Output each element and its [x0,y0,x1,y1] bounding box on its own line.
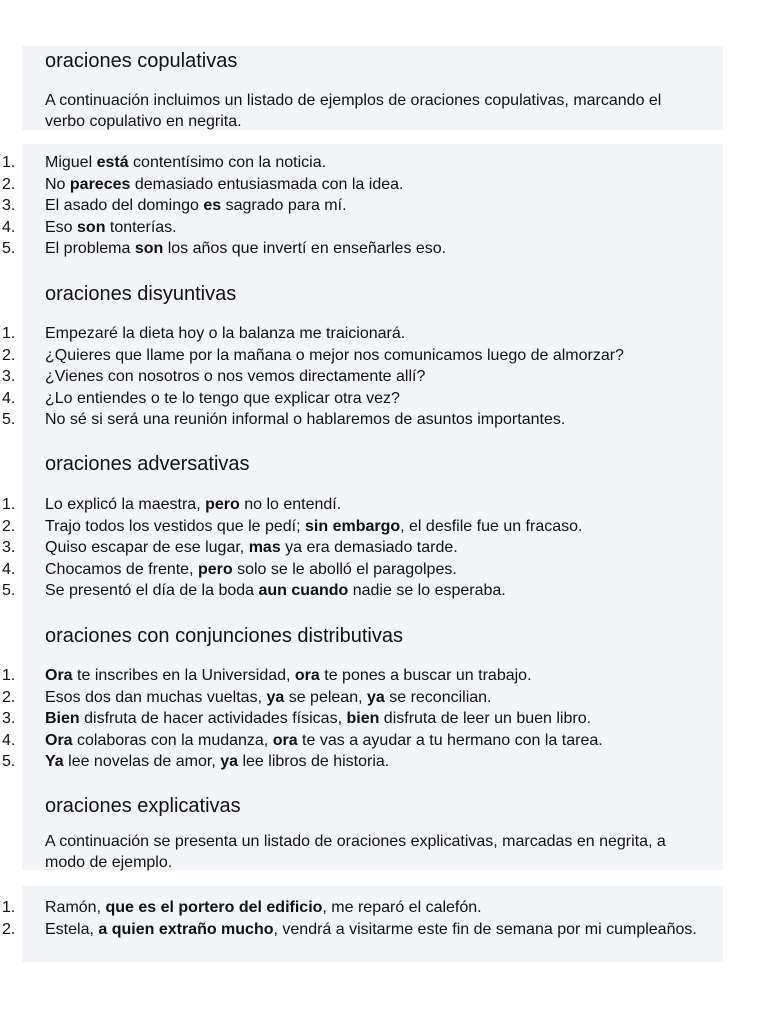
bold-text: son [77,218,106,236]
list-number: 2. [2,175,16,193]
item-text: nadie se lo esperaba. [348,582,506,599]
item-text: No sé si será una reunión informal o hablaremos de asuntos importantes. [45,411,566,428]
bold-text: Ya [45,753,64,770]
example-list [0,494,705,602]
list-number: 4. [2,389,16,407]
bold-text: está [96,154,129,171]
item-text: sagrado para mí. [221,197,347,214]
item-text: ¿Quieres que llame por la mañana o mejor nos comunicamos luego de almorzar? [45,346,624,364]
example-list [0,323,705,431]
list-number: 2. [2,346,16,364]
list-number: 2. [2,920,16,938]
item-text: solo se le abolló el paragolpes. [232,560,457,578]
list-item [0,152,705,174]
item-text: se pelean, [284,688,367,706]
list-number: 5. [2,582,16,599]
bold-text: son [134,240,164,257]
item-text: Chocamos de frente, [45,560,198,578]
example-list [0,665,705,773]
item-text: te pones a buscar un trabajo. [319,667,532,684]
list-number: 2. [2,517,16,535]
section-title: oraciones explicativas [45,795,241,817]
item-text: lee novelas de amor, [63,753,221,770]
bold-text: es [203,197,222,214]
item-text: ¿Lo entiendes o te lo tengo que explicar otra vez? [45,389,400,407]
item-text: demasiado entusiasmada con la idea. [130,175,404,193]
item-text: tonterías. [105,218,177,236]
item-text: no lo entendí. [239,496,342,513]
item-text: ¿Vienes con nosotros o nos vemos directamente allí? [45,368,426,385]
item-text: , vendrá a visitarme este fin de semana por mi cumpleaños. [273,920,697,938]
item-text: Ramón, [45,899,106,916]
section-intro: A continuación se presenta un listado de oraciones explicativas, marcadas en negrita, a modo de ejemplo. [45,833,666,871]
list-number: 1. [2,154,16,171]
list-number: 4. [2,731,16,749]
list-item [0,366,705,388]
item-text: Eso [45,218,78,236]
list-number: 2. [2,688,16,706]
list-item [0,751,705,773]
bold-text: ya [220,753,239,770]
item-text: No [45,175,70,193]
list-item [0,708,705,730]
section-intro: A continuación incluimos un listado de ejemplos de oraciones copulativas, marcando el verbo copulativo en negrita. [45,92,662,130]
bold-text: mas [248,539,281,556]
list-item [0,687,705,709]
list-item [0,559,705,581]
list-number: 3. [2,368,16,385]
example-list [0,897,705,940]
example-list [0,152,705,260]
list-item [0,217,705,239]
bold-text: ora [294,667,320,684]
gap-1 [22,130,723,144]
item-text: Empezaré la dieta hoy o la balanza me traicionará. [45,325,406,342]
bold-text: bien [346,710,380,727]
list-item [0,238,705,260]
list-number: 4. [2,218,16,236]
list-item [0,919,705,941]
bold-text: sin embargo [305,517,401,535]
bold-text: que es el portero del edificio [105,899,323,916]
list-number: 4. [2,560,16,578]
list-item [0,174,705,196]
list-item [0,345,705,367]
section-title: oraciones con conjunciones distributivas [45,625,403,647]
bold-text: ya [266,688,285,706]
list-number: 1. [2,496,16,513]
item-text: lee libros de historia. [238,753,390,770]
item-text: te vas a ayudar a tu hermano con la tarea. [297,731,603,749]
item-text: contentísimo con la noticia. [128,154,327,171]
list-number: 5. [2,411,16,428]
bold-text: Bien [45,710,80,727]
list-item [0,494,705,516]
item-text: te inscribes en la Universidad, [72,667,295,684]
item-text: Estela, [45,920,99,938]
item-text: Esos dos dan muchas vueltas, [45,688,267,706]
item-text: ya era demasiado tarde. [280,539,458,556]
list-item [0,730,705,752]
bold-text: ya [366,688,385,706]
list-number: 1. [2,899,16,916]
item-text: disfruta de leer un buen libro. [379,710,592,727]
bold-text: aun cuando [258,582,349,599]
item-text: El asado del domingo [45,197,204,214]
bold-text: pero [197,560,233,578]
list-number: 3. [2,197,16,214]
list-item [0,897,705,919]
bold-text: Ora [45,731,73,749]
item-text: los años que invertí en enseñarles eso. [163,240,447,257]
bold-text: pareces [69,175,131,193]
item-text: Quiso escapar de ese lugar, [45,539,249,556]
list-number: 3. [2,539,16,556]
list-item [0,409,705,431]
item-text: Miguel [45,154,97,171]
list-item [0,665,705,687]
list-item [0,323,705,345]
item-text: Trajo todos los vestidos que le pedí; [45,517,305,535]
item-text: colaboras con la mudanza, [72,731,273,749]
list-number: 1. [2,325,16,342]
bold-text: a quien extraño mucho [98,920,274,938]
list-number: 5. [2,240,16,257]
item-text: , el desfile fue un fracaso. [400,517,583,535]
list-item [0,516,705,538]
item-text: El problema [45,240,135,257]
list-item [0,195,705,217]
list-number: 5. [2,753,16,770]
section-title: oraciones disyuntivas [45,283,237,305]
item-text: , me reparó el calefón. [322,899,482,916]
section-title: oraciones adversativas [45,453,250,475]
item-text: Lo explicó la maestra, [45,496,206,513]
list-item [0,537,705,559]
item-text: Se presentó el día de la boda [45,582,259,599]
item-text: disfruta de hacer actividades físicas, [79,710,347,727]
list-number: 1. [2,667,16,684]
item-text: se reconcilian. [384,688,492,706]
list-number: 3. [2,710,16,727]
bold-text: Ora [45,667,73,684]
bold-text: ora [272,731,298,749]
section-title: oraciones copulativas [45,50,238,72]
bold-text: pero [205,496,240,513]
list-item [0,388,705,410]
list-item [0,580,705,602]
